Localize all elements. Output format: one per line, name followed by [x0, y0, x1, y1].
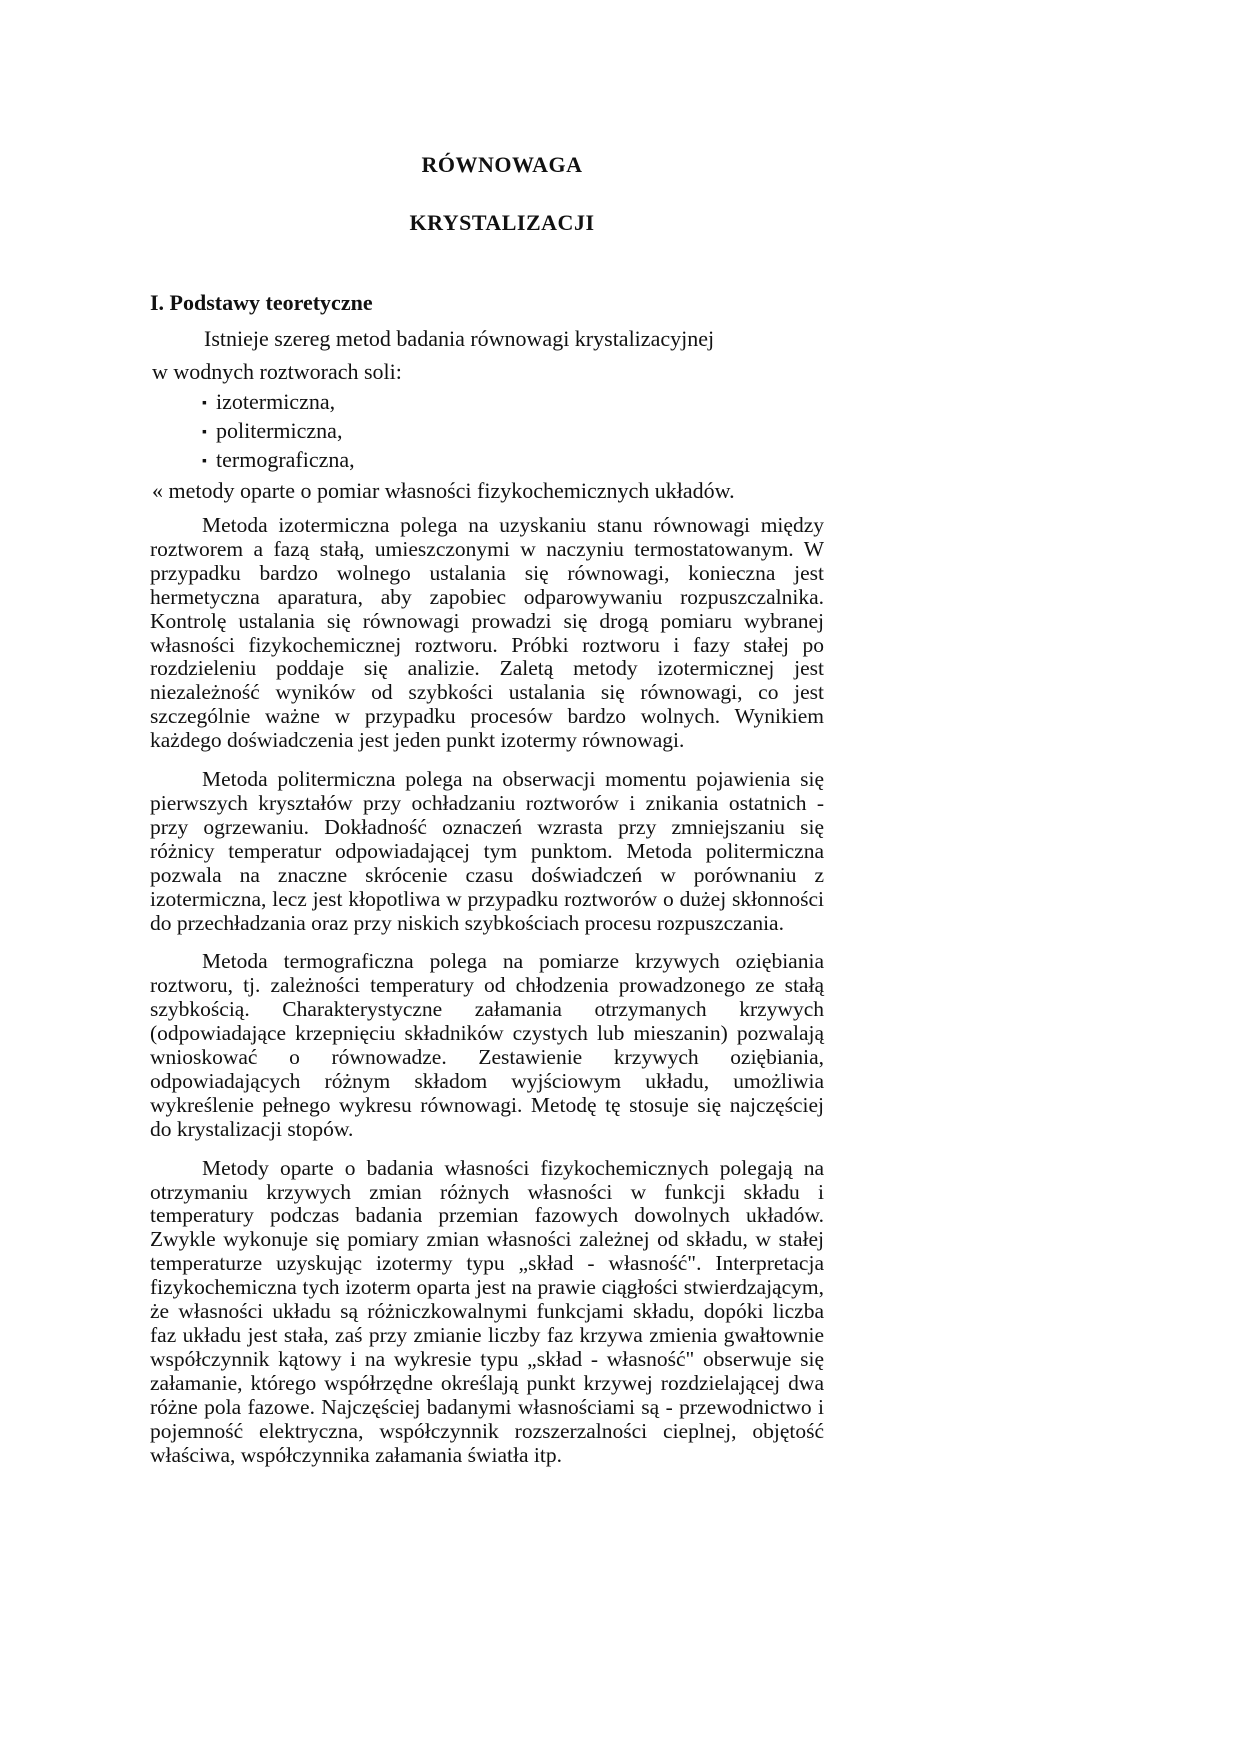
list-item-text: izotermiczna,: [216, 389, 336, 414]
list-item: [202, 417, 852, 446]
bullet-icon: ▪: [202, 396, 207, 411]
intro-block: [152, 322, 852, 505]
bullet-icon: ▪: [202, 454, 207, 469]
intro-lead-continuation: w wodnych roztworach soli:: [152, 359, 402, 384]
list-item-text: termograficzna,: [216, 447, 355, 472]
list-item-text: politermiczna,: [216, 418, 343, 443]
intro-closing-item: « metody oparte o pomiar własności fizykochemicznych układów.: [152, 478, 735, 503]
document-title-line-2: KRYSTALIZACJI: [409, 210, 595, 235]
paragraph-thermographic: Metoda termograficzna polega na pomiarze krzywych oziębiania roztworu, tj. zależności temperatury od chłodzenia prowadzonego ze stałą szybkością. Charakterystyczne załamania otrzymanych krzywych (odpowiadające krzepnięciu składników czystych lub mieszanin) pozwalają wnioskować o równowadze. Zestawienie krzywych oziębiania, odpowiadających różnym składom wyjściowym układu, umożliwia wykreślenie pełnego wykresu równowagi. Metodę tę stosuje się najczęściej do krystalizacji stopów.: [150, 949, 824, 1141]
body-text: [150, 514, 824, 1482]
section-heading: I. Podstawy teoretyczne: [150, 290, 373, 315]
bullet-icon: ▪: [202, 425, 207, 440]
document-title-line-1: RÓWNOWAGA: [421, 152, 583, 177]
paragraph-isothermal: Metoda izotermiczna polega na uzyskaniu stanu równowagi między roztworem a fazą stałą, umieszczonymi w naczyniu termostatowanym. W przypadku bardzo wolnego ustalania się równowagi, konieczna jest hermetyczna aparatura, aby zapobiec odparowywaniu rozpuszczalnika. Kontrolę ustalania się równowagi prowadzi się drogą pomiaru wybranej własności fizykochemicznej roztworu. Próbki roztworu i fazy stałej po rozdzieleniu poddaje się analizie. Zaletą metody izotermicznej jest niezależność wyników od szybkości ustalania się równowagi, co jest szczególnie ważne w przypadku procesów bardzo wolnych. Wynikiem każdego doświadczenia jest jeden punkt izotermy równowagi.: [150, 513, 824, 753]
paragraph-physicochemical: Metody oparte o badania własności fizykochemicznych polegają na otrzymaniu krzywych zmian różnych własności w funkcji składu i temperatury podczas badania przemian fazowych dowolnych układów. Zwykle wykonuje się pomiary zmian własności zależnej od składu, w stałej temperaturze uzyskując izotermy typu „skład - własność". Interpretacja fizykochemiczna tych izoterm oparta jest na prawie ciągłości stwierdzającym, że własności układu są różniczkowalnymi funkcjami składu, dopóki liczba faz układu jest stała, zaś przy zmianie liczby faz krzywa zmienia gwałtownie współczynnik kątowy i na wykresie typu „skład - własność" obserwuje się załamanie, którego współrzędne określają punkt krzywej rozdzielającej dwa różne pola fazowe. Najczęściej badanymi własnościami są - przewodnictwo i pojemność elektryczna, współczynnik rozszerzalności cieplnej, objętość właściwa, współczynnika załamania światła itp.: [150, 1155, 824, 1467]
paragraph-polythermal: Metoda politermiczna polega na obserwacji momentu pojawienia się pierwszych kryształów przy ochładzaniu roztworów i znikania ostatnich - przy ogrzewaniu. Dokładność oznaczeń wzrasta przy zmniejszaniu się różnicy temperatur odpowiadającej tym punktom. Metoda politermiczna pozwala na znaczne skrócenie czasu doświadczeń w porównaniu z izotermiczna, lecz jest kłopotliwa w przypadku roztworów o dużej skłonności do przechładzania oraz przy niskich szybkościach procesu rozpuszczania.: [150, 767, 824, 935]
list-item: [202, 388, 852, 417]
intro-lead: Istnieje szereg metod badania równowagi krystalizacyjnej: [204, 326, 715, 351]
list-item: [202, 446, 852, 475]
method-list: [152, 388, 852, 475]
